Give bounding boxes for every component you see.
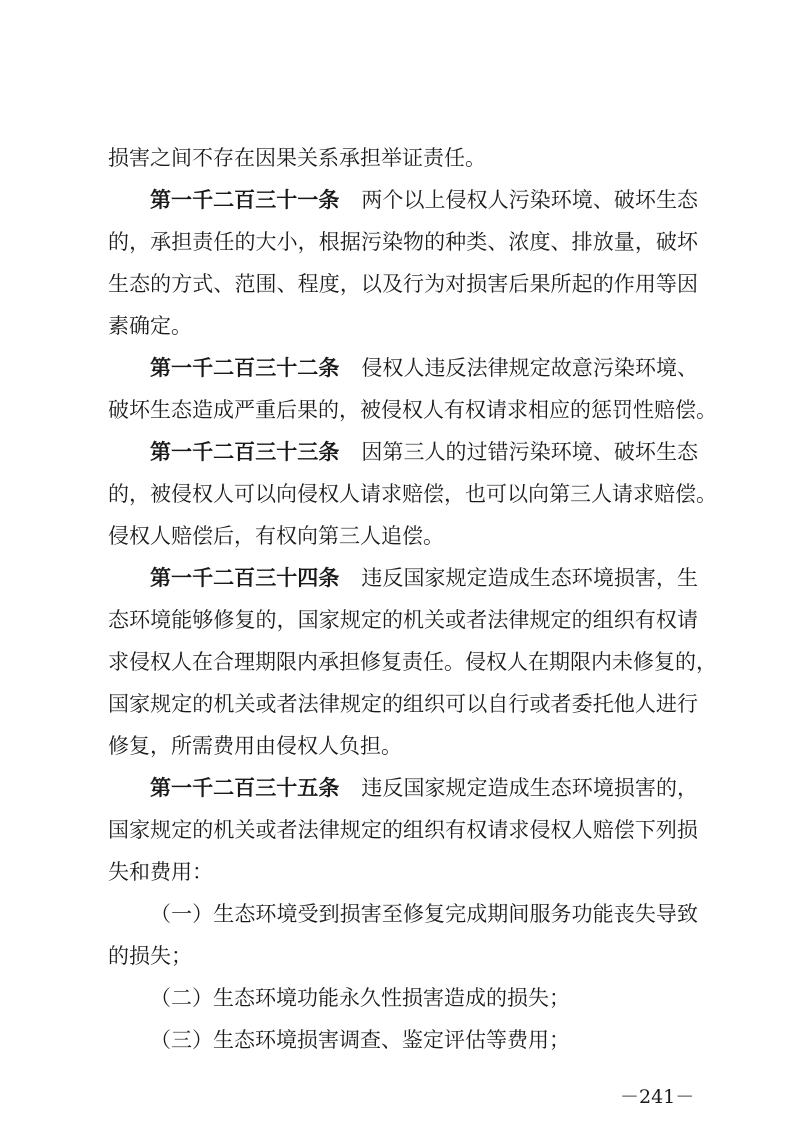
list-item: （二）生态环境功能永久性损害造成的损失；	[150, 986, 570, 1010]
article-number: 第一千二百三十五条	[150, 776, 340, 800]
text-line: 第一千二百三十四条 违反国家规定造成生态环境损害，生	[150, 566, 698, 590]
article-number: 第一千二百三十三条	[150, 440, 340, 464]
article-number: 第一千二百三十二条	[150, 356, 340, 380]
text-line: 的损失；	[108, 944, 192, 968]
text-line: 国家规定的机关或者法律规定的组织可以自行或者委托他人进行	[108, 692, 698, 716]
text-line: 国家规定的机关或者法律规定的组织有权请求侵权人赔偿下列损	[108, 818, 698, 842]
text-line: 第一千二百三十一条 两个以上侵权人污染环境、破坏生态	[150, 188, 698, 212]
text-line: 的，承担责任的大小，根据污染物的种类、浓度、排放量，破坏	[108, 230, 698, 254]
article-number: 第一千二百三十一条	[150, 188, 340, 212]
text-line: 态环境能够修复的，国家规定的机关或者法律规定的组织有权请	[108, 608, 698, 632]
text-line: 修复，所需费用由侵权人负担。	[108, 734, 402, 758]
text-line: 第一千二百三十三条 因第三人的过错污染环境、破坏生态	[150, 440, 698, 464]
article-number: 第一千二百三十四条	[150, 566, 340, 590]
text-line: 失和费用：	[108, 860, 213, 884]
text-line: 破坏生态造成严重后果的，被侵权人有权请求相应的惩罚性赔偿。	[108, 398, 717, 422]
list-item: （一）生态环境受到损害至修复完成期间服务功能丧失导致	[150, 902, 698, 926]
text-line: 第一千二百三十二条 侵权人违反法律规定故意污染环境、	[150, 356, 698, 380]
text-line: 第一千二百三十五条 违反国家规定造成生态环境损害的，	[150, 776, 698, 800]
list-item: （三）生态环境损害调查、鉴定评估等费用；	[150, 1028, 570, 1052]
text-line: 素确定。	[108, 314, 192, 338]
text-line: 求侵权人在合理期限内承担修复责任。侵权人在期限内未修复的，	[108, 650, 717, 674]
text-line: 的，被侵权人可以向侵权人请求赔偿，也可以向第三人请求赔偿。	[108, 482, 717, 506]
page-number: －241－	[620, 1086, 695, 1108]
text-line: 损害之间不存在因果关系承担举证责任。	[108, 146, 486, 170]
text-line: 侵权人赔偿后，有权向第三人追偿。	[108, 524, 444, 548]
text-line: 生态的方式、范围、程度，以及行为对损害后果所起的作用等因	[108, 272, 698, 296]
